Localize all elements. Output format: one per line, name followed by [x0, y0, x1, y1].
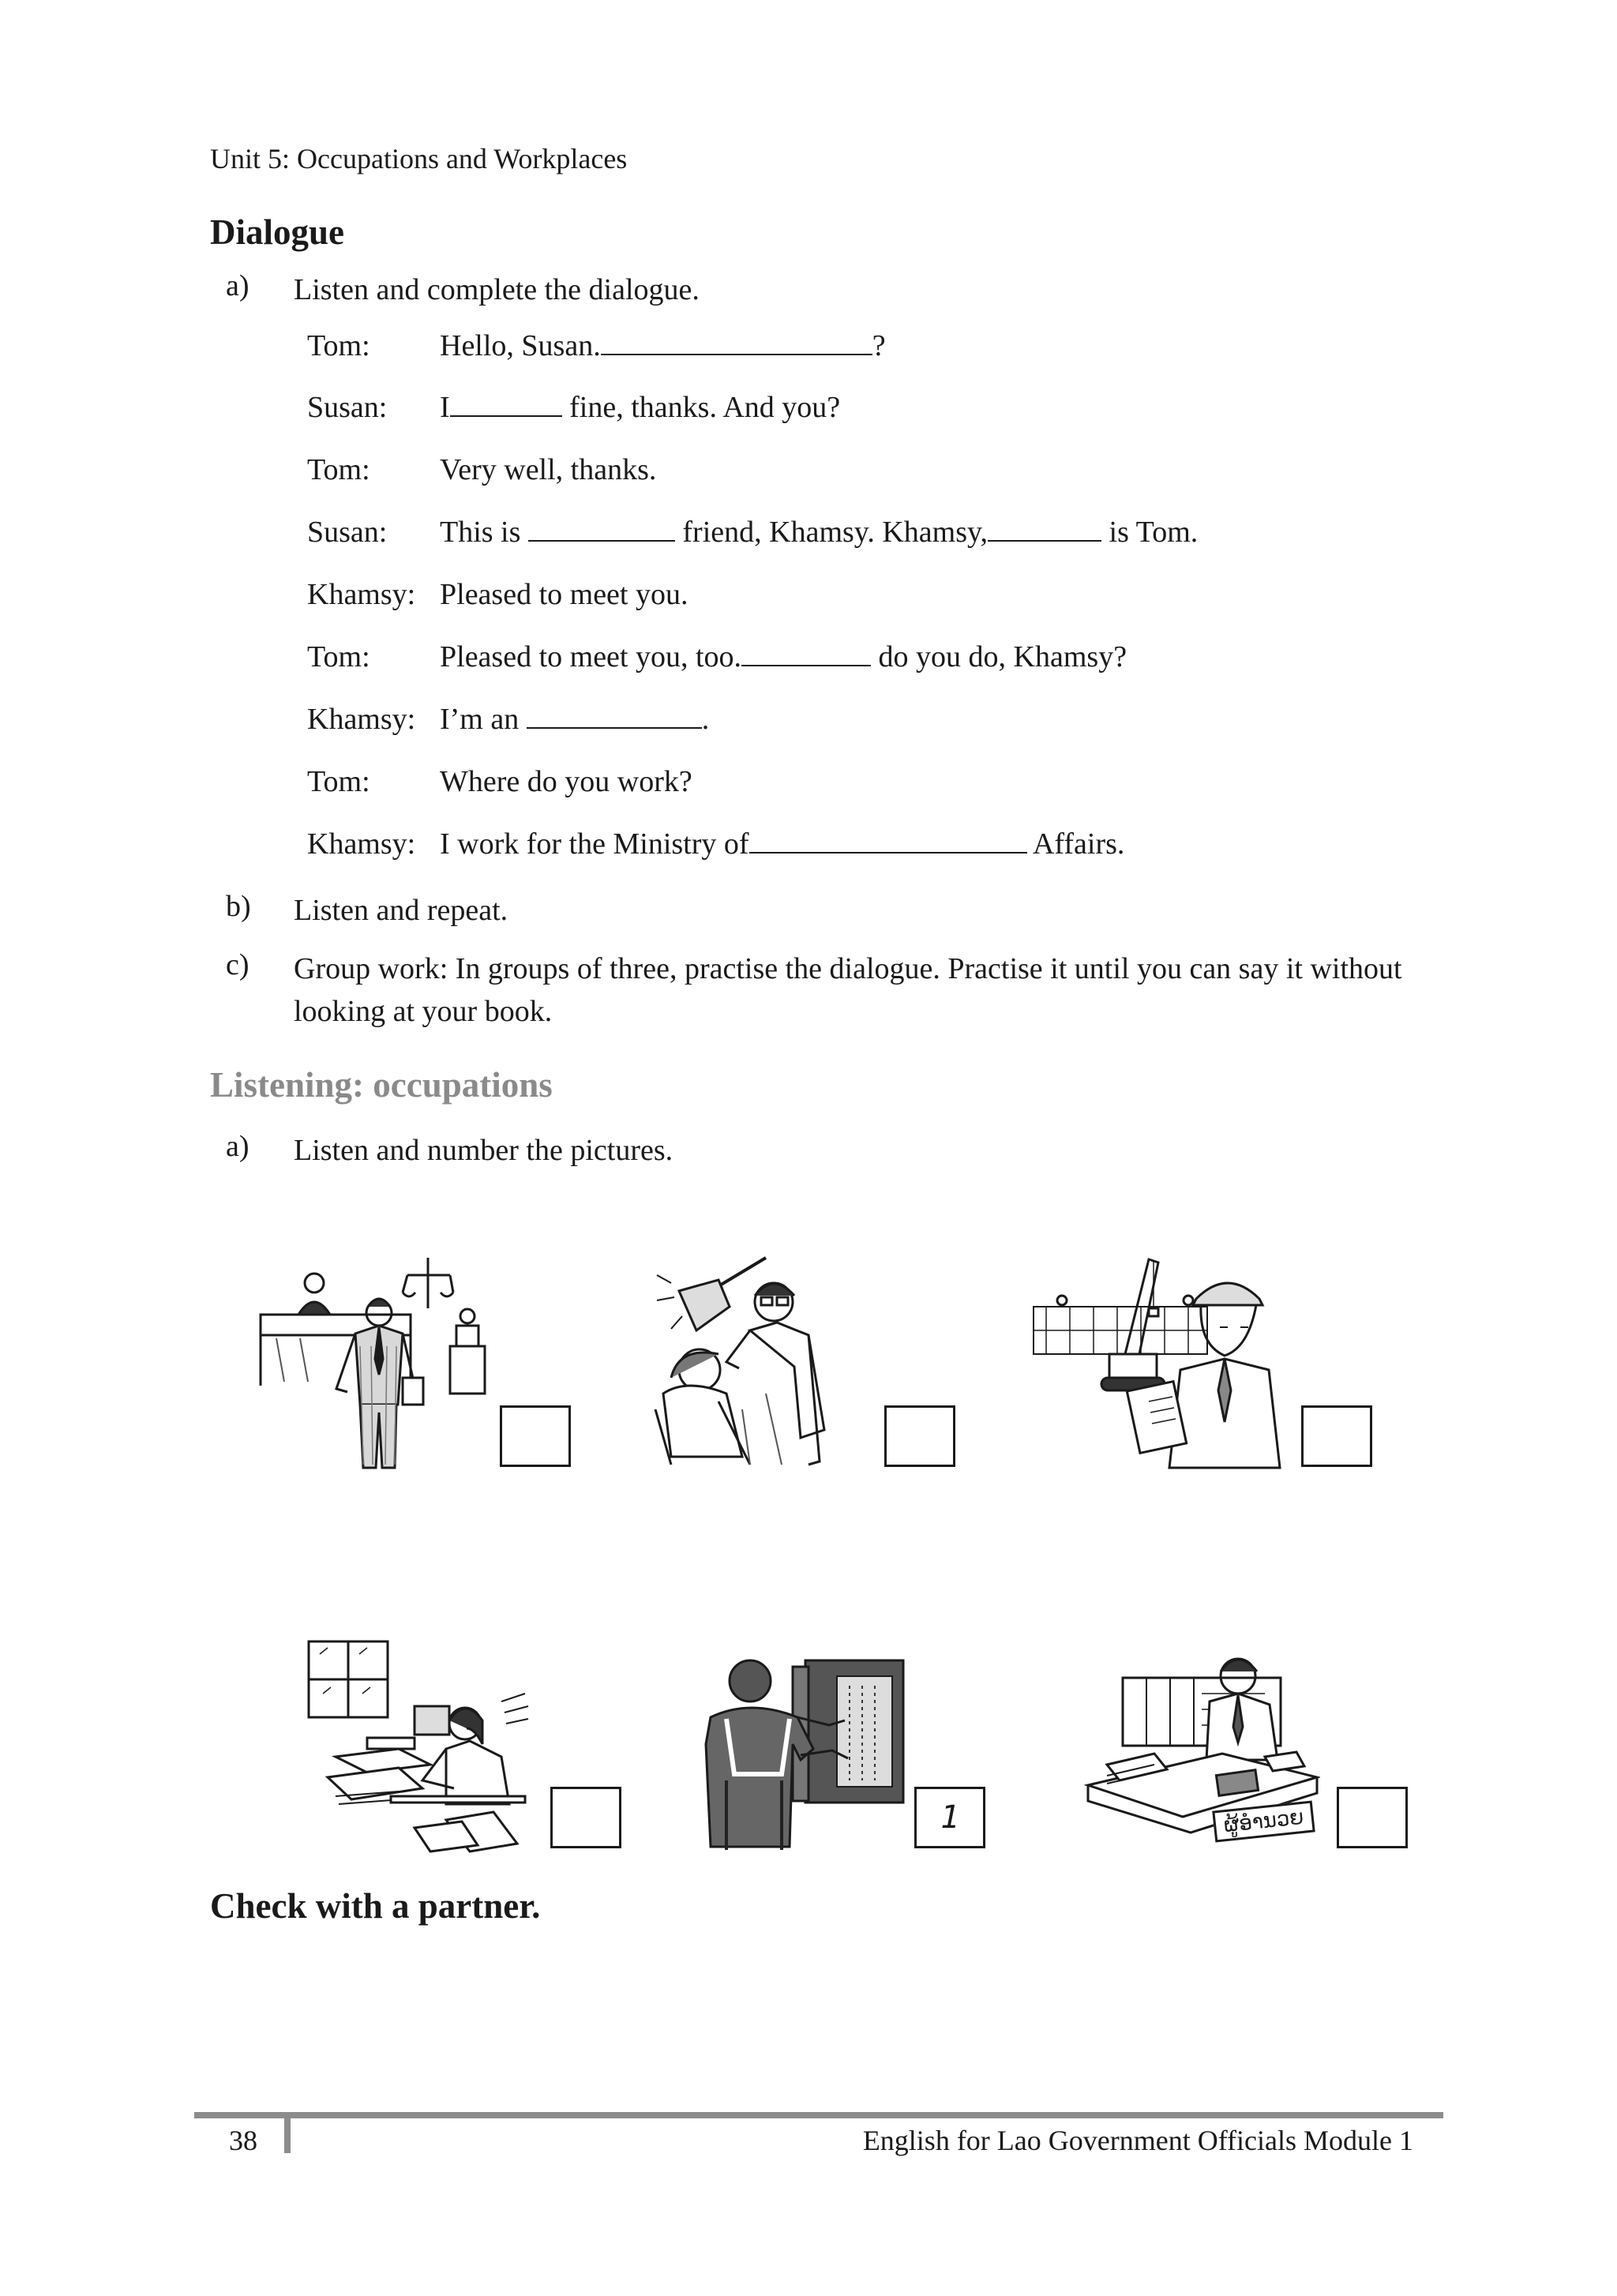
item-letter: c) [226, 948, 249, 981]
answer-box[interactable] [500, 1405, 571, 1467]
answer-box[interactable] [1337, 1787, 1408, 1848]
line-text: friend, Khamsy. Khamsy, [674, 516, 989, 549]
answer-blank[interactable] [527, 702, 702, 729]
engineer-icon [1030, 1251, 1283, 1473]
line-text: I work for the Ministry of [440, 827, 749, 861]
speaker: Tom: [307, 453, 370, 486]
footer-rule [194, 2112, 1443, 2118]
answer-box[interactable] [884, 1405, 955, 1467]
answer-blank[interactable] [450, 390, 562, 417]
line-text: Affairs. [1026, 827, 1125, 861]
running-head: Unit 5: Occupations and Workplaces [210, 143, 628, 174]
line-text: I [440, 391, 450, 424]
line-text: Pleased to meet you. [440, 578, 688, 611]
book-title: English for Lao Government Officials Module 1 [862, 2125, 1413, 2156]
line-text: Hello, Susan. [440, 329, 601, 362]
answer-blank[interactable] [749, 827, 1027, 853]
item-letter: b) [226, 890, 251, 923]
line-text: is Tom. [1101, 516, 1199, 549]
item-letter: a) [226, 1130, 249, 1163]
answer-blank[interactable] [601, 328, 872, 355]
item-text: Group work: In groups of three, practise the dialogue. Practise it until you can say it without looking at your book. [294, 952, 1402, 1028]
line-text: Where do you work? [440, 765, 692, 798]
item-text: Listen and number the pictures. [294, 1134, 673, 1167]
line-text: I’m an [440, 703, 527, 736]
line-text: . [701, 703, 710, 736]
dentist-icon [647, 1251, 853, 1473]
check-heading: Check with a partner. [210, 1886, 541, 1926]
electrician-icon [695, 1654, 908, 1851]
desk-sign: ຜູ້ອຳນວຍ [1212, 1800, 1315, 1842]
dialogue-heading: Dialogue [210, 212, 345, 252]
speaker: Khamsy: [307, 578, 416, 611]
answer-box[interactable]: 1 [914, 1787, 985, 1848]
answer-blank[interactable] [528, 515, 675, 542]
item-text: Listen and repeat. [294, 894, 508, 927]
page-number: 38 [229, 2125, 257, 2156]
answer-box[interactable] [550, 1787, 621, 1848]
line-text: This is [440, 516, 528, 549]
item-text: Listen and complete the dialogue. [294, 273, 700, 306]
speaker: Khamsy: [307, 703, 416, 736]
answer-box[interactable] [1301, 1405, 1372, 1467]
lawyer-icon [253, 1251, 490, 1473]
speaker: Susan: [307, 516, 388, 549]
listening-heading: Listening: occupations [210, 1065, 553, 1105]
speaker: Susan: [307, 391, 388, 424]
item-letter: a) [226, 269, 249, 302]
secretary-icon [304, 1638, 533, 1859]
line-text: Pleased to meet you, too. [440, 640, 742, 673]
line-text: do you do, Khamsy? [871, 640, 1127, 673]
speaker: Tom: [307, 640, 370, 673]
speaker: Khamsy: [307, 827, 416, 861]
line-text: fine, thanks. And you? [561, 391, 841, 424]
footer-divider [284, 2112, 291, 2153]
line-text: Very well, thanks. [440, 453, 657, 486]
answer-blank[interactable] [741, 640, 871, 666]
speaker: Tom: [307, 329, 370, 362]
answer-blank[interactable] [988, 515, 1101, 542]
speaker: Tom: [307, 765, 370, 798]
line-text: ? [872, 329, 886, 362]
